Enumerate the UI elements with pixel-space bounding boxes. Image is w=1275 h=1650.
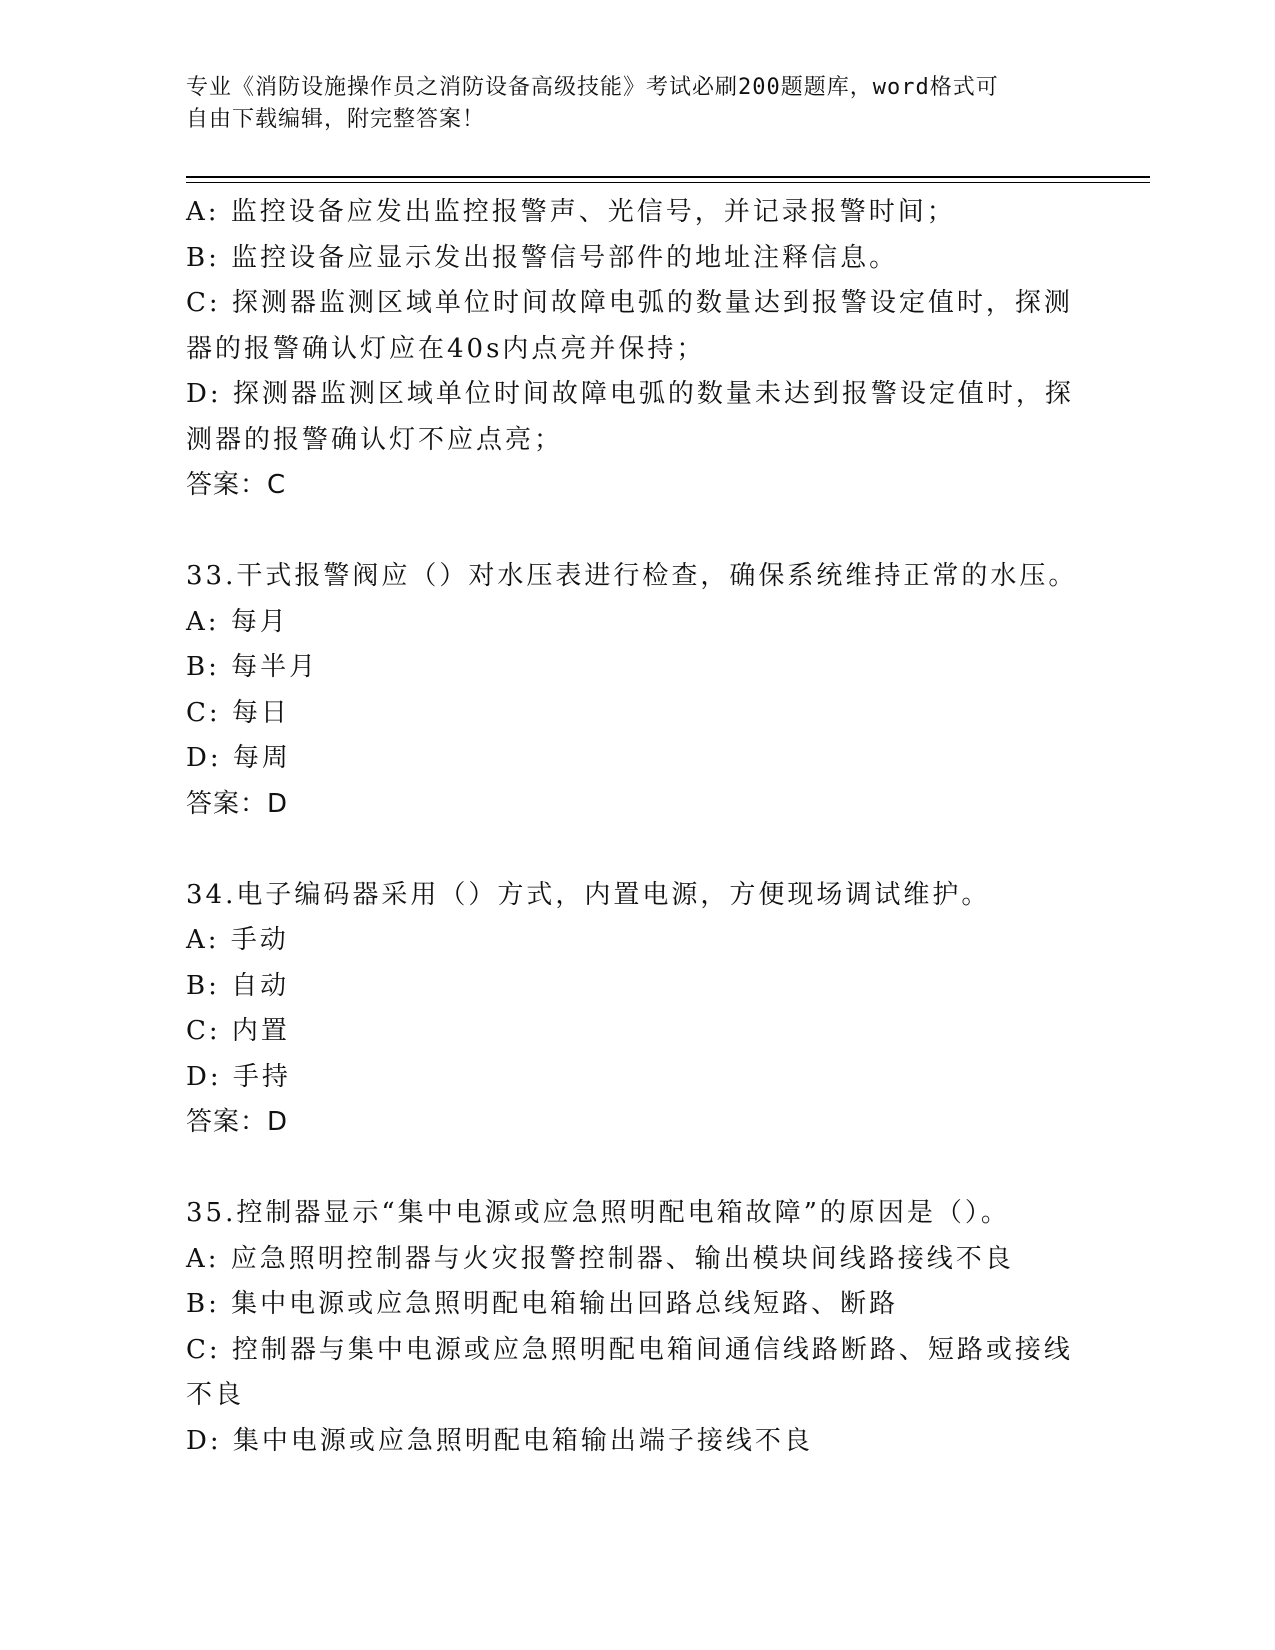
q33-question: 33.干式报警阀应（）对水压表进行检查，确保系统维持正常的水压。 bbox=[186, 561, 1078, 591]
q34-question: 34.电子编码器采用（）方式，内置电源，方便现场调试维护。 bbox=[186, 879, 991, 910]
q33-option-d: D: 每周 bbox=[186, 743, 291, 773]
document-header bbox=[186, 72, 1066, 136]
question-spacer bbox=[186, 827, 1066, 873]
question-spacer bbox=[186, 509, 1066, 555]
q32-option-d-line-2: 测器的报警确认灯不应点亮； bbox=[186, 424, 564, 455]
q35-question: 35.控制器显示“集中电源或应急照明配电箱故障”的原因是（）。 bbox=[186, 1198, 1010, 1228]
q33-option-c: C: 每日 bbox=[186, 697, 290, 728]
q34-option-a: A: 手动 bbox=[186, 925, 289, 955]
q35-option-c-line-2: 不良 bbox=[186, 1380, 245, 1410]
q32-answer: 答案：C bbox=[186, 470, 287, 500]
question-spacer bbox=[186, 1146, 1066, 1192]
q34-option-d: D: 手持 bbox=[186, 1061, 291, 1092]
q35-option-c-line-1: C: 控制器与集中电源或应急照明配电箱间通信线路断路、短路或接线 bbox=[186, 1334, 1073, 1365]
q34-answer: 答案：D bbox=[186, 1107, 289, 1137]
question-33-block bbox=[186, 554, 1078, 827]
q32-option-c-line-2: 器的报警确认灯应在40s内点亮并保持； bbox=[186, 333, 706, 364]
q32-option-c-line-1: C: 探测器监测区域单位时间故障电弧的数量达到报警设定值时，探测 bbox=[186, 288, 1073, 318]
question-32-block bbox=[186, 190, 1074, 509]
header-rule-thin bbox=[186, 182, 1150, 183]
header-line-1: 专业《消防设施操作员之消防设备高级技能》考试必刷200题题库，word格式可 bbox=[186, 75, 999, 100]
q33-option-a: A: 每月 bbox=[186, 606, 289, 637]
q34-option-c: C: 内置 bbox=[186, 1016, 290, 1046]
q35-option-a: A: 应急照明控制器与火灾报警控制器、输出模块间线路接线不良 bbox=[186, 1243, 1014, 1274]
header-line-2: 自由下载编辑，附完整答案！ bbox=[186, 107, 486, 132]
q33-option-b: B: 每半月 bbox=[186, 652, 319, 682]
q33-answer: 答案：D bbox=[186, 788, 289, 819]
q32-option-a: A: 监控设备应发出监控报警声、光信号，并记录报警时间； bbox=[186, 197, 956, 227]
q35-option-b: B: 集中电源或应急照明配电箱输出回路总线短路、断路 bbox=[186, 1289, 899, 1319]
header-rule-thick bbox=[186, 176, 1150, 178]
question-35-block bbox=[186, 1191, 1073, 1464]
question-list bbox=[186, 190, 1078, 1464]
question-34-block bbox=[186, 873, 1066, 1146]
q32-option-d-line-1: D: 探测器监测区域单位时间故障电弧的数量未达到报警设定值时，探 bbox=[186, 379, 1074, 409]
q34-option-b: B: 自动 bbox=[186, 970, 290, 1001]
q32-option-b: B: 监控设备应显示发出报警信号部件的地址注释信息。 bbox=[186, 242, 899, 273]
q35-option-d: D: 集中电源或应急照明配电箱输出端子接线不良 bbox=[186, 1425, 813, 1456]
